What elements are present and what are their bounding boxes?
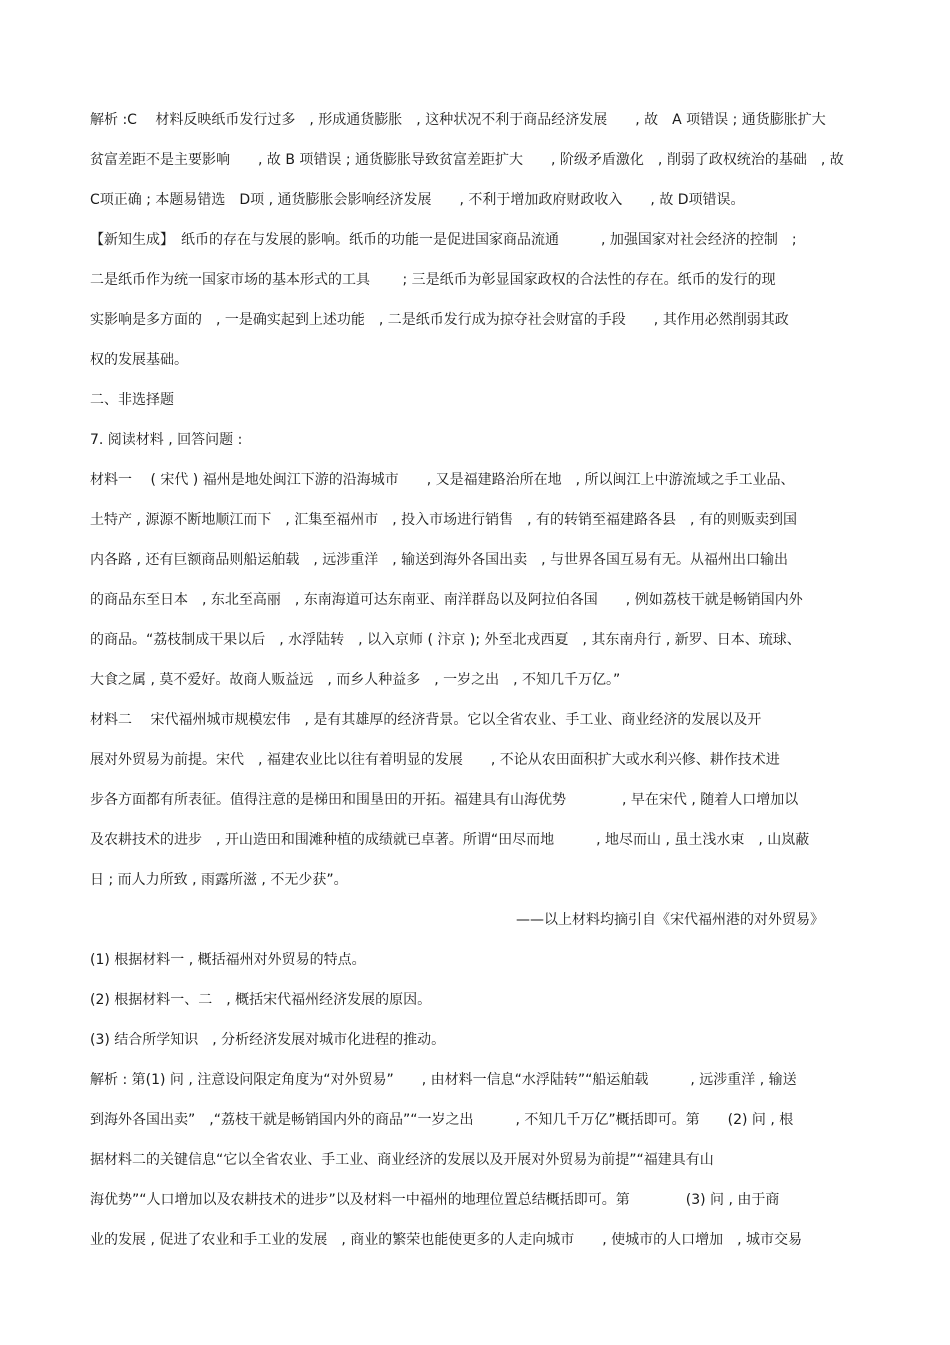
text-line: 的商品。“荔枝制成干果以后 , 水浮陆转 , 以入京师 ( 汴京 ); 外至北戎西夏 , 其东南舟行 , 新罗、日本、琉球、 [90,632,801,648]
text-line: C项正确 ; 本题易错选 D项 , 通货膨胀会影响经济发展 , 不利于增加政府财政收入 , 故 D项错误。 [90,192,745,208]
text-line: 到海外各国出卖” ,“荔枝干就是畅销国内外的商品”“一岁之出 , 不知几千万亿”概括即可。第 (2) 问 , 根 [90,1112,794,1128]
text-line: 贫富差距不是主要影响 , 故 B 项错误 ; 通货膨胀导致贫富差距扩大 , 阶级矛盾激化 , 削弱了政权统治的基础 , 故 [90,152,844,168]
text-line: 步各方面都有所表征。值得注意的是梯田和围垦田的开拓。福建具有山海优势 , 早在宋代 , 随着人口增加以 [90,792,799,808]
text-line: 海优势”“人口增加以及农耕技术的进步”以及材料一中福州的地理位置总结概括即可。第 (3) 问 , 由于商 [90,1192,780,1208]
text-line: 解析 : 第(1) 问 , 注意设问限定角度为“对外贸易” , 由材料一信息“水浮陆转”“船运舶载 , 远涉重洋 , 输送 [90,1072,797,1088]
text-line: 实影响是多方面的 , 一是确实起到上述功能 , 二是纸币发行成为掠夺社会财富的手段 , 其作用必然削弱其政 [90,312,789,328]
text-line: 展对外贸易为前提。宋代 , 福建农业比以往有着明显的发展 , 不论从农田面积扩大或水利兴修、耕作技术进 [90,752,780,768]
question-item: (2) 根据材料一、二 , 概括宋代福州经济发展的原因。 [90,992,432,1008]
text-line: 及农耕技术的进步 , 开山造田和围滩种植的成绩就已卓著。所谓“田尽而地 , 地尽而山 , 虽土浅水束 , 山岚蔽 [90,832,810,848]
text-line: 二是纸币作为统一国家市场的基本形式的工具 ; 三是纸币为彰显国家政权的合法性的存在。纸币的发行的现 [90,272,776,288]
text-line: 的商品东至日本 , 东北至高丽 , 东南海道可达东南亚、南洋群岛以及阿拉伯各国 , 例如荔枝干就是畅销国内外 [90,592,803,608]
text-line: 内各路 , 还有巨额商品则船运舶载 , 远涉重洋 , 输送到海外各国出卖 , 与世界各国互易有无。从福州出口输出 [90,552,789,568]
text-line: 土特产 , 源源不断地顺江而下 , 汇集至福州市 , 投入市场进行销售 , 有的转销至福建路各县 , 有的则贩卖到国 [90,512,797,528]
text-line: 业的发展 , 促进了农业和手工业的发展 , 商业的繁荣也能使更多的人走向城市 , 使城市的人口增加 , 城市交易 [90,1232,803,1248]
text-line: 解析 :C 材料反映纸币发行过多 , 形成通货膨胀 , 这种状况不利于商品经济发展 , 故 A 项错误 ; 通货膨胀扩大 [90,112,826,128]
question-title: 7. 阅读材料 , 回答问题 : [90,432,243,448]
text-line: 材料二 宋代福州城市规模宏伟 , 是有其雄厚的经济背景。它以全省农业、手工业、商业经济的发展以及开 [90,712,762,728]
text-line: 据材料二的关键信息“它以全省农业、手工业、商业经济的发展以及开展对外贸易为前提”“福建具有山 [90,1152,714,1168]
text-line: 日 ; 而人力所致 , 雨露所滋 , 不无少获”。 [90,872,348,888]
text-line: 权的发展基础。 [90,352,188,368]
section-heading: 二、非选择题 [90,392,174,408]
text-line: 【新知生成】 纸币的存在与发展的影响。纸币的功能一是促进国家商品流通 , 加强国家对社会经济的控制 ; [90,232,797,248]
question-item: (3) 结合所学知识 , 分析经济发展对城市化进程的推动。 [90,1032,446,1048]
question-item: (1) 根据材料一 , 概括福州对外贸易的特点。 [90,952,366,968]
text-line: 材料一 ( 宋代 ) 福州是地处闽江下游的沿海城市 , 又是福建路治所在地 , 所以闽江上中游流域之手工业品、 [90,472,795,488]
text-line: 大食之属 , 莫不爱好。故商人贩益远 , 而乡人种益多 , 一岁之出 , 不知几千万亿。” [90,672,621,688]
source-citation: ——以上材料均摘引自《宋代福州港的对外贸易》 [516,912,824,928]
